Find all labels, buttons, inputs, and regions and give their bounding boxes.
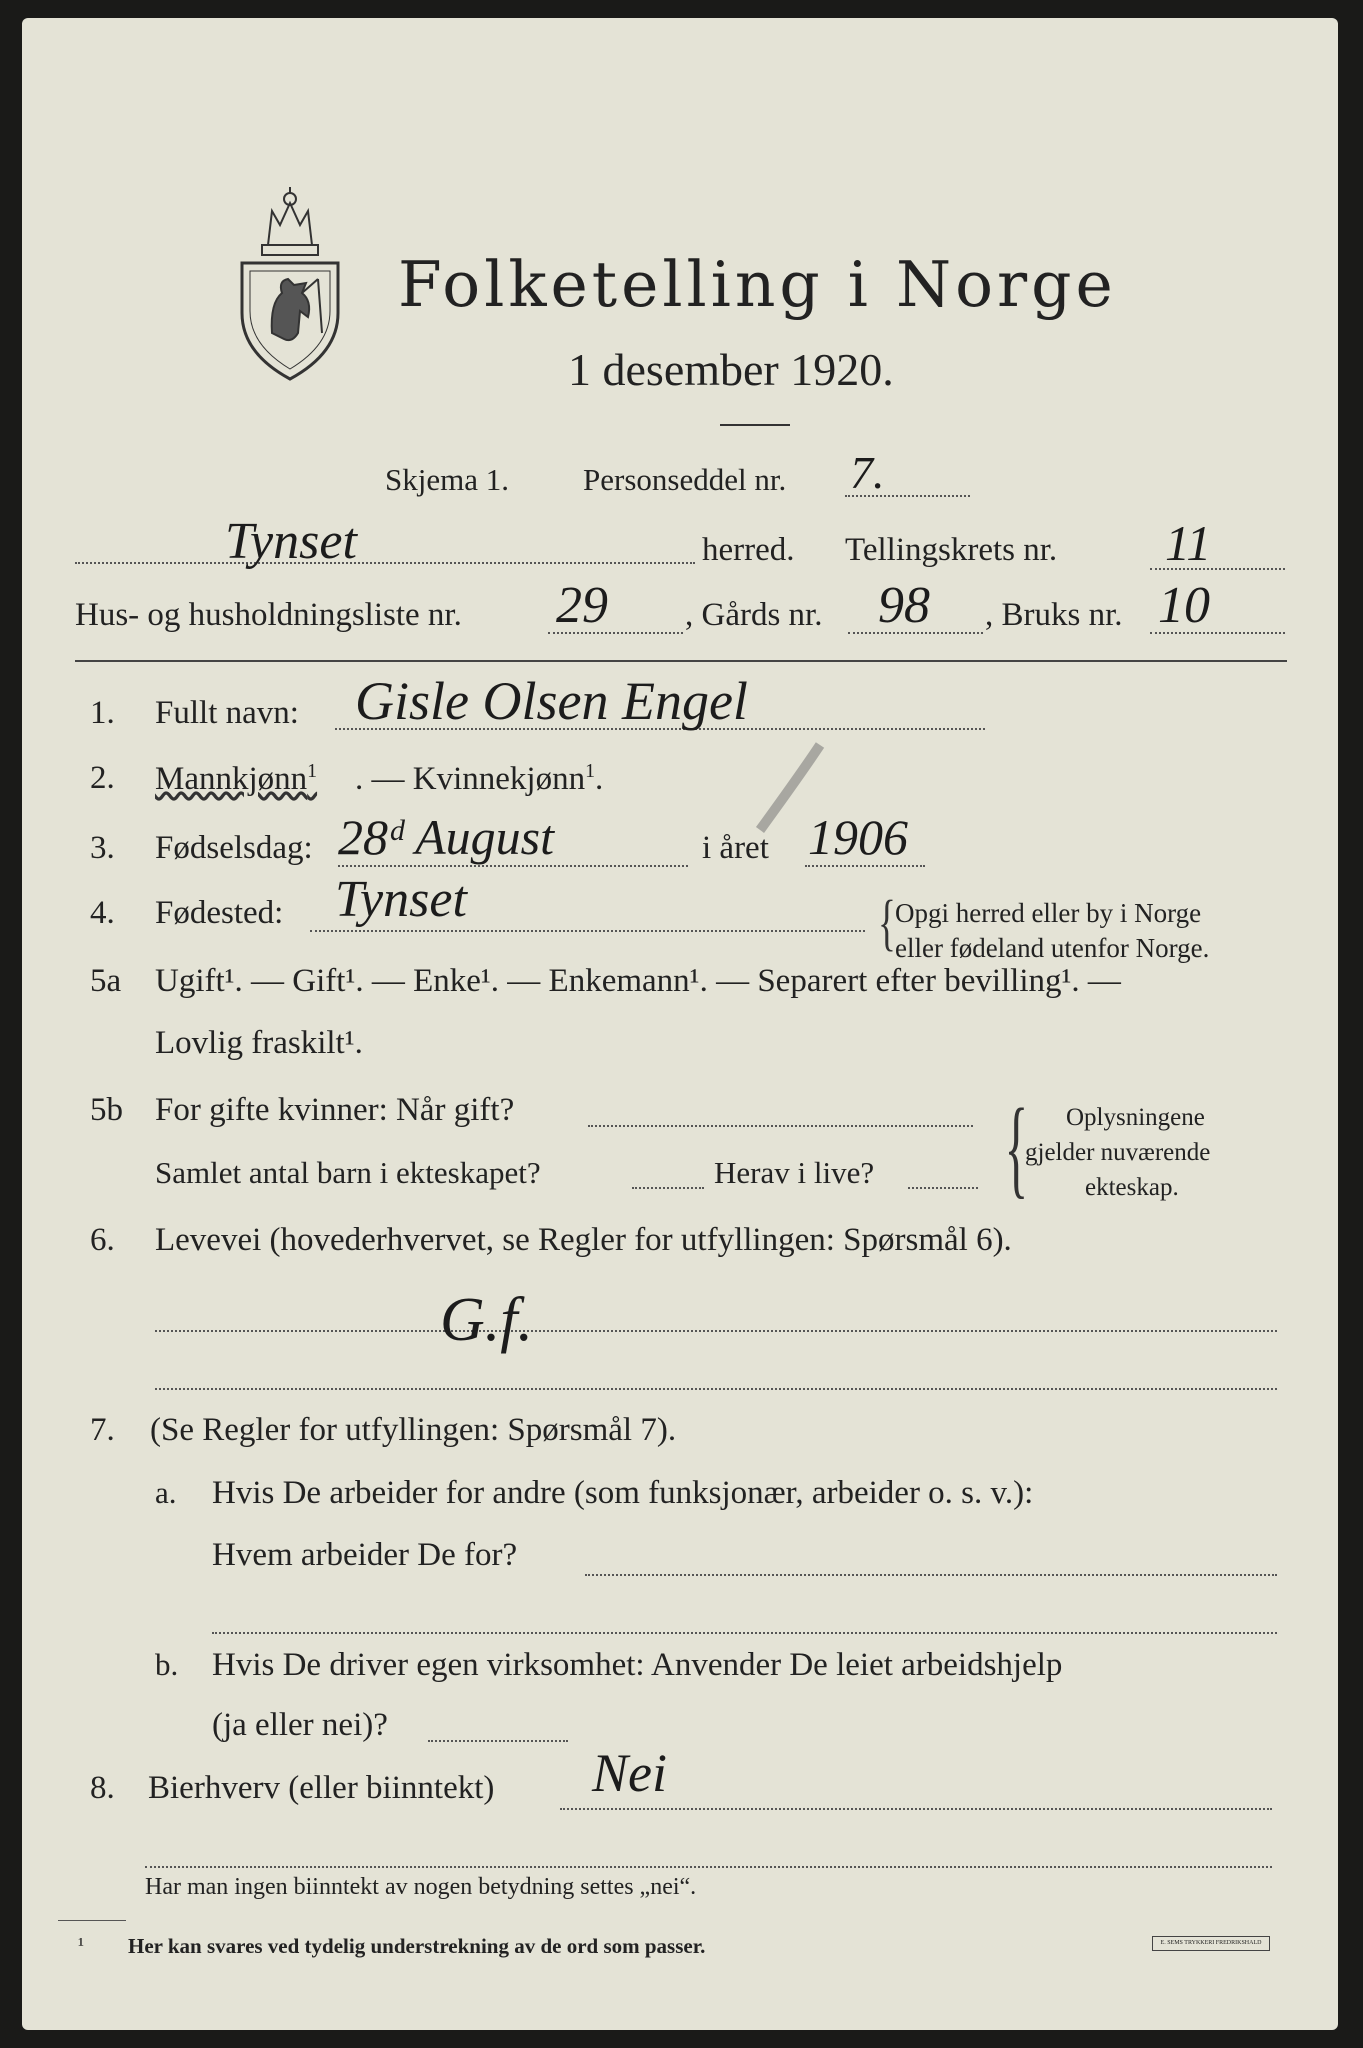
q2-option-mannkjonn-text: Mannkjønn (155, 761, 308, 797)
q4-field-line (310, 930, 865, 932)
personseddel-value[interactable]: 7. (850, 447, 885, 498)
q8-value[interactable]: Nei (592, 1743, 667, 1803)
q7-number: 7. (90, 1412, 115, 1448)
q5b-note-line-2: gjelder nuværende (1025, 1139, 1211, 1166)
q2-footnote-mark-a: 1 (307, 760, 318, 782)
q4-note-line-1: Opgi herred eller by i Norge (895, 898, 1202, 928)
q3-year-label: i året (702, 830, 769, 866)
q2-period: . (594, 761, 604, 797)
q4-note-line-2: eller fødeland utenfor Norge. (895, 933, 1210, 963)
q3-number: 3. (90, 830, 115, 866)
bruks-value[interactable]: 10 (1158, 577, 1210, 634)
q6-label: Levevei (hovederhvervet, se Regler for utfyllingen: Spørsmål 6). (155, 1222, 1012, 1258)
q5b-number: 5b (90, 1092, 123, 1128)
q5b-alive-label: Herav i live? (714, 1155, 875, 1190)
q5a-options[interactable]: Ugift¹. — Gift¹. — Enke¹. — Enkemann¹. — Separert efter bevilling¹. — (155, 963, 1121, 999)
form-date: 1 desember 1920. (568, 344, 894, 395)
bruks-label: , Bruks nr. (985, 597, 1123, 633)
q3-value[interactable]: 28ᵈ August (338, 809, 554, 865)
q5b-note-line-1: Oplysningene (1066, 1104, 1205, 1131)
footer-note: Har man ingen biinntekt av nogen betydning settes „nei“. (145, 1874, 697, 1900)
q4-label: Fødested: (155, 895, 284, 931)
q7-label: (Se Regler for utfyllingen: Spørsmål 7). (150, 1412, 677, 1448)
herred-field-line (75, 562, 695, 564)
hus-value[interactable]: 29 (556, 577, 608, 634)
q3-year-value[interactable]: 1906 (808, 809, 908, 865)
q1-number: 1. (90, 695, 115, 731)
q5b-married-field-line[interactable] (588, 1125, 973, 1127)
q5b-married-label: For gifte kvinner: Når gift? (155, 1092, 515, 1128)
q8-field-line (560, 1808, 1272, 1810)
q7a-question: Hvis De arbeider for andre (som funksjonær, arbeider o. s. v.): (212, 1475, 1034, 1511)
herred-value[interactable]: Tynset (225, 513, 357, 570)
q7a-employer-label: Hvem arbeider De for? (212, 1537, 518, 1573)
q4-note-brace: { (877, 889, 896, 957)
q4-number: 4. (90, 895, 115, 931)
q7a-letter: a. (155, 1475, 177, 1510)
form-title: Folketelling i Norge (398, 248, 1117, 321)
printer-stamp: E. SEMS TRYKKERI FREDRIKSHALD (1152, 1936, 1270, 1951)
skjema-label: Skjema 1. (385, 462, 509, 497)
q4-value[interactable]: Tynset (335, 871, 467, 928)
q5b-children-label: Samlet antal barn i ekteskapet? (155, 1155, 541, 1190)
q7b-question: Hvis De driver egen virksomhet: Anvender De leiet arbeidshjelp (212, 1647, 1063, 1683)
q2-footnote-mark-b: 1 (585, 760, 595, 782)
q7b-ja-nei-label: (ja eller nei)? (212, 1707, 388, 1743)
q1-label: Fullt navn: (155, 695, 299, 731)
q1-value[interactable]: Gisle Olsen Engel (355, 671, 748, 731)
q8-number: 8. (90, 1770, 115, 1806)
gards-label: , Gårds nr. (685, 597, 823, 633)
footnote-mark: ¹ (78, 1934, 84, 1956)
q8-field-line-2 (145, 1866, 1272, 1868)
norwegian-coat-of-arms-icon (232, 183, 348, 383)
tellingskrets-label: Tellingskrets nr. (845, 532, 1058, 568)
q5b-children-field-line[interactable] (632, 1187, 704, 1189)
footnote-divider (58, 1920, 126, 1921)
q2-option-kvinnekjonn[interactable] (355, 760, 603, 798)
q7a-employer-field-line-1[interactable] (585, 1574, 1277, 1576)
q6-field-line-1 (155, 1330, 1277, 1332)
herred-label: herred. (702, 532, 795, 568)
gards-value[interactable]: 98 (878, 577, 930, 634)
q6-number: 6. (90, 1222, 115, 1258)
q6-value[interactable]: G.f. (440, 1286, 533, 1354)
personseddel-label: Personseddel nr. (583, 462, 787, 497)
title-divider (720, 424, 790, 426)
q5b-note-line-3: ekteskap. (1085, 1174, 1179, 1201)
q2-option-mannkjonn[interactable] (155, 760, 317, 798)
q6-field-line-2 (155, 1388, 1277, 1390)
q7b-letter: b. (155, 1647, 179, 1682)
hus-label: Hus- og husholdningsliste nr. (75, 597, 462, 633)
q5b-alive-field-line[interactable] (908, 1187, 978, 1189)
q2-number: 2. (90, 760, 115, 796)
q7a-employer-field-line-2[interactable] (212, 1632, 1277, 1634)
q8-label: Bierhverv (eller biinntekt) (148, 1770, 495, 1806)
footnote-text: Her kan svares ved tydelig understrekning av de ord som passer. (128, 1934, 706, 1958)
q5b-note-brace: { (1004, 1086, 1029, 1208)
q3-label: Fødselsdag: (155, 830, 313, 866)
q7b-field-line[interactable] (428, 1740, 568, 1742)
q5a-number: 5a (90, 963, 122, 999)
header-divider (75, 660, 1287, 662)
q2-option-kvinnekjonn-text: . — Kvinnekjønn (355, 761, 586, 797)
tellingskrets-value[interactable]: 11 (1165, 515, 1212, 571)
q5a-option-fraskilt[interactable]: Lovlig fraskilt¹. (155, 1025, 363, 1061)
